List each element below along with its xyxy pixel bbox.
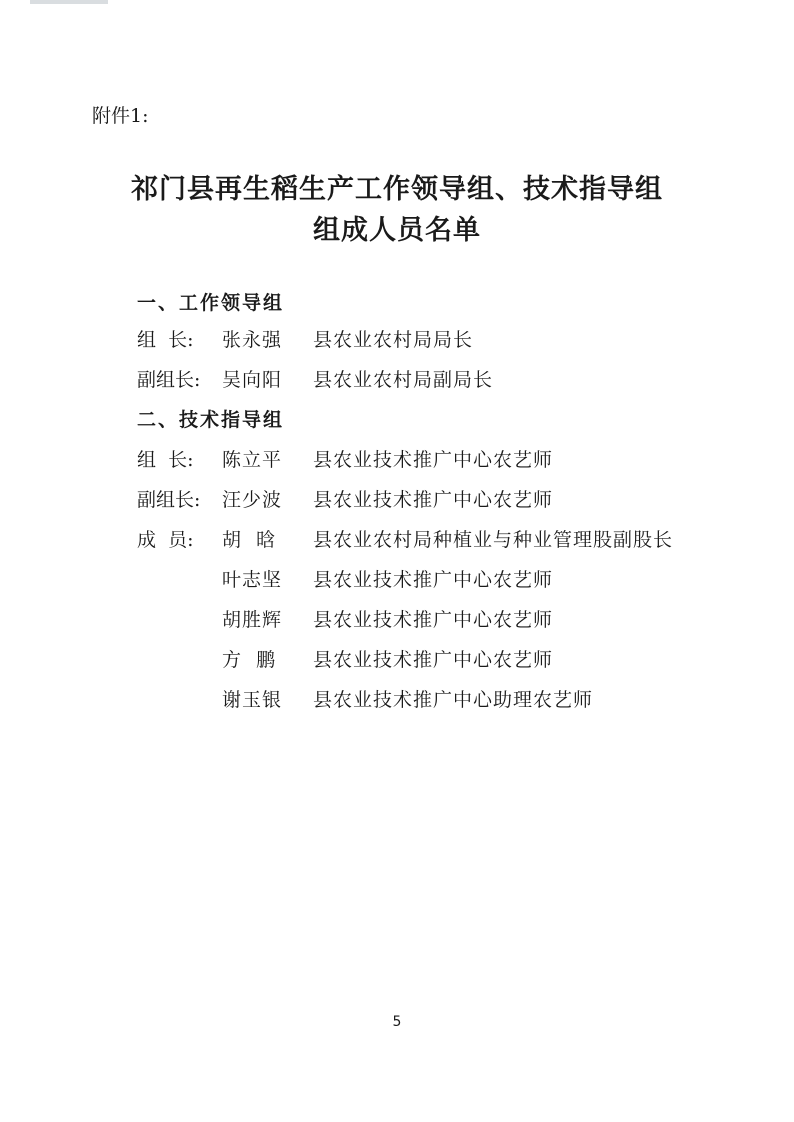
member-name: 张永强 (222, 329, 283, 351)
document-title-line-1: 祁门县再生稻生产工作领导组、技术指导组 (131, 174, 663, 205)
member-role: 组 长: (137, 329, 194, 351)
member-row (0, 606, 794, 634)
member-row (0, 686, 794, 714)
member-position: 县农业技术推广中心助理农艺师 (313, 689, 594, 711)
member-role: 副组长: (137, 369, 201, 391)
member-row (0, 566, 794, 594)
member-position: 县农业技术推广中心农艺师 (313, 449, 554, 471)
scan-edge-mark (30, 0, 108, 4)
member-role: 副组长: (137, 489, 201, 511)
page-number: 5 (392, 1014, 402, 1030)
member-position: 县农业技术推广中心农艺师 (313, 569, 554, 591)
member-role: 组 长: (137, 449, 194, 471)
member-name: 谢玉银 (222, 689, 283, 711)
member-position: 县农业农村局局长 (313, 329, 474, 351)
member-position: 县农业农村局副局长 (313, 369, 494, 391)
member-name: 吴向阳 (222, 369, 283, 391)
member-name: 胡胜辉 (222, 609, 283, 631)
member-row (0, 646, 794, 674)
member-name: 汪少波 (222, 489, 283, 511)
member-row (0, 366, 794, 394)
member-row (0, 486, 794, 514)
attachment-label: 附件1: (92, 105, 149, 127)
member-row (0, 526, 794, 554)
member-position: 县农业技术推广中心农艺师 (313, 609, 554, 631)
member-name: 陈立平 (222, 449, 283, 471)
member-name: 方 鹏 (222, 649, 277, 671)
member-name: 胡 晗 (222, 529, 277, 551)
document-title-line-2: 组成人员名单 (313, 215, 481, 246)
member-name: 叶志坚 (222, 569, 283, 591)
member-position: 县农业技术推广中心农艺师 (313, 489, 554, 511)
section-heading-technical-group: 二、技术指导组 (137, 409, 285, 431)
member-row (0, 326, 794, 354)
member-position: 县农业农村局种植业与种业管理股副股长 (313, 529, 674, 551)
member-row (0, 446, 794, 474)
member-position: 县农业技术推广中心农艺师 (313, 649, 554, 671)
member-role: 成 员: (137, 529, 194, 551)
section-heading-leadership-group: 一、工作领导组 (137, 292, 285, 314)
